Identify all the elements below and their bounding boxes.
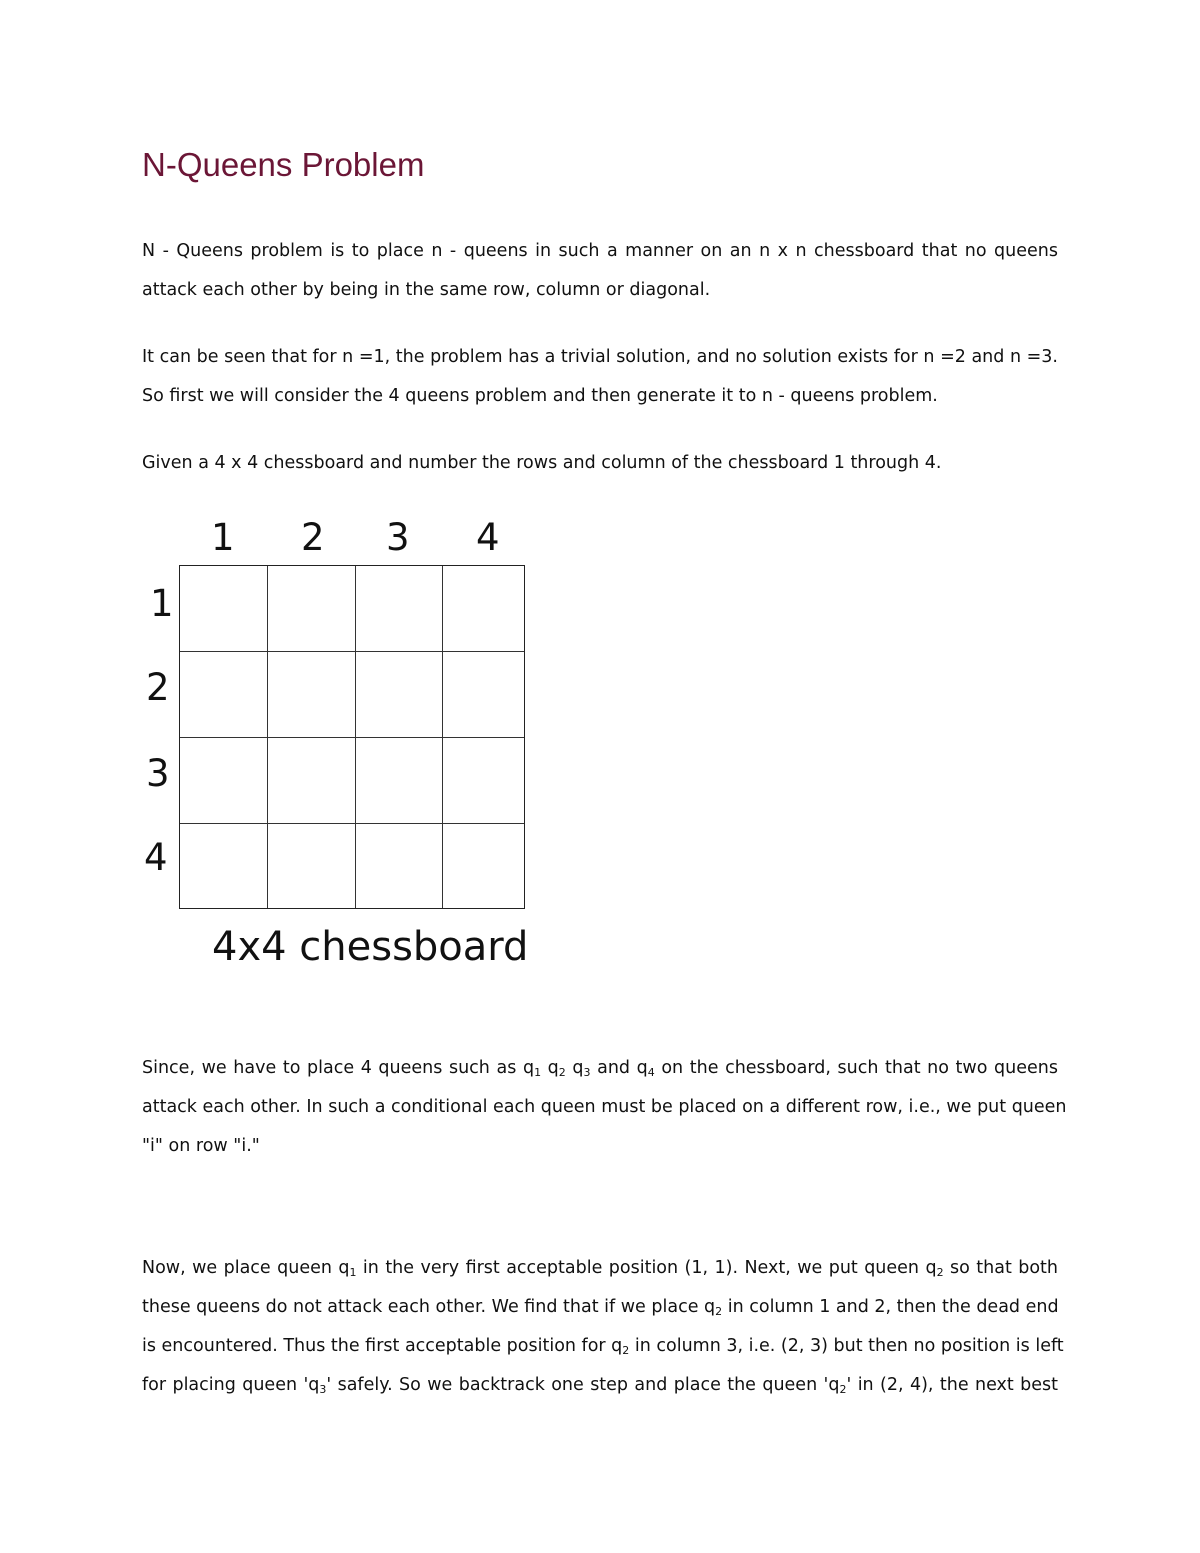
text-line: It can be seen that for n =1, the problem has a trivial solution, and no solution exists for n =2 and n =3.	[142, 347, 1058, 367]
row-label: 3	[146, 752, 170, 795]
text-line: attack each other by being in the same row, column or diagonal.	[142, 280, 711, 300]
row-label: 1	[150, 582, 174, 625]
text-line: N - Queens problem is to place n - queens in such a manner on an n x n chessboard that no queens	[142, 241, 1058, 261]
paragraph-place-queens	[142, 1049, 1067, 1166]
text-line: attack each other. In such a conditional each queen must be placed on a different row, i.e., we put queen	[142, 1097, 1067, 1117]
paragraph-given	[142, 444, 1058, 483]
text-run: Since, we have to place 4 queens such as q	[142, 1058, 535, 1078]
text-line	[142, 1249, 1058, 1288]
board-cell	[356, 652, 443, 738]
column-label: 1	[211, 516, 235, 559]
text-run: ' safely. So we backtrack one step and place the queen 'q	[326, 1375, 840, 1395]
subscript: 2	[936, 1266, 944, 1279]
text-run: Now, we place queen q	[142, 1258, 350, 1278]
text-run: these queens do not attack each other. We find that if we place q	[142, 1297, 716, 1317]
subscript: 2	[622, 1344, 630, 1357]
text-line	[142, 1366, 1058, 1405]
board-cell	[443, 738, 524, 824]
subscript: 3	[583, 1066, 591, 1079]
subscript: 1	[534, 1066, 542, 1079]
figure-caption: 4x4 chessboard	[212, 924, 529, 970]
board-cell	[268, 738, 356, 824]
text-run: so that both	[943, 1258, 1058, 1278]
text-run: in the very first acceptable position (1, 1). Next, we put queen q	[356, 1258, 937, 1278]
text-line: So first we will consider the 4 queens problem and then generate it to n - queens problem.	[142, 386, 938, 406]
board-cell	[268, 566, 356, 652]
text-line: "i" on row "i."	[142, 1136, 260, 1156]
paragraph-backtracking	[142, 1249, 1064, 1405]
subscript: 1	[349, 1266, 357, 1279]
board-cell	[180, 824, 268, 908]
subscript: 2	[715, 1305, 723, 1318]
text-run: ' in (2, 4), the next best	[846, 1375, 1059, 1395]
row-label: 2	[146, 666, 170, 709]
column-label: 3	[386, 516, 410, 559]
text-run: in column 1 and 2, then the dead end	[722, 1297, 1059, 1317]
text-run: on the chessboard, such that no two queens	[654, 1058, 1058, 1078]
board-cell	[356, 738, 443, 824]
text-run: is encountered. Thus the first acceptable position for q	[142, 1336, 623, 1356]
chessboard-figure	[140, 508, 540, 978]
text-run: in column 3, i.e. (2, 3) but then no position is left	[629, 1336, 1064, 1356]
text-run: and q	[590, 1058, 648, 1078]
paragraph-intro	[142, 232, 1058, 310]
subscript: 3	[319, 1383, 327, 1396]
board-cell	[268, 824, 356, 908]
text-line	[142, 1288, 1058, 1327]
text-line: Given a 4 x 4 chessboard and number the rows and column of the chessboard 1 through 4.	[142, 453, 942, 473]
board-cell	[180, 652, 268, 738]
board-cell	[180, 566, 268, 652]
text-line	[142, 1049, 1058, 1088]
board-cell	[443, 824, 524, 908]
board-cell	[443, 566, 524, 652]
row-label: 4	[144, 836, 168, 879]
subscript: 2	[558, 1066, 566, 1079]
column-label: 4	[476, 516, 500, 559]
subscript: 2	[839, 1383, 847, 1396]
board-cell	[268, 652, 356, 738]
board-cell	[443, 652, 524, 738]
board-cell	[356, 566, 443, 652]
chessboard-grid	[179, 565, 525, 909]
text-run: for placing queen 'q	[142, 1375, 320, 1395]
text-run: q	[547, 1058, 559, 1078]
subscript: 4	[647, 1066, 655, 1079]
board-cell	[180, 738, 268, 824]
board-cell	[356, 824, 443, 908]
text-line	[142, 1327, 1064, 1366]
page-title: N-Queens Problem	[142, 146, 425, 183]
paragraph-trivial-cases	[142, 338, 1058, 416]
column-label: 2	[301, 516, 325, 559]
text-run: q	[572, 1058, 584, 1078]
